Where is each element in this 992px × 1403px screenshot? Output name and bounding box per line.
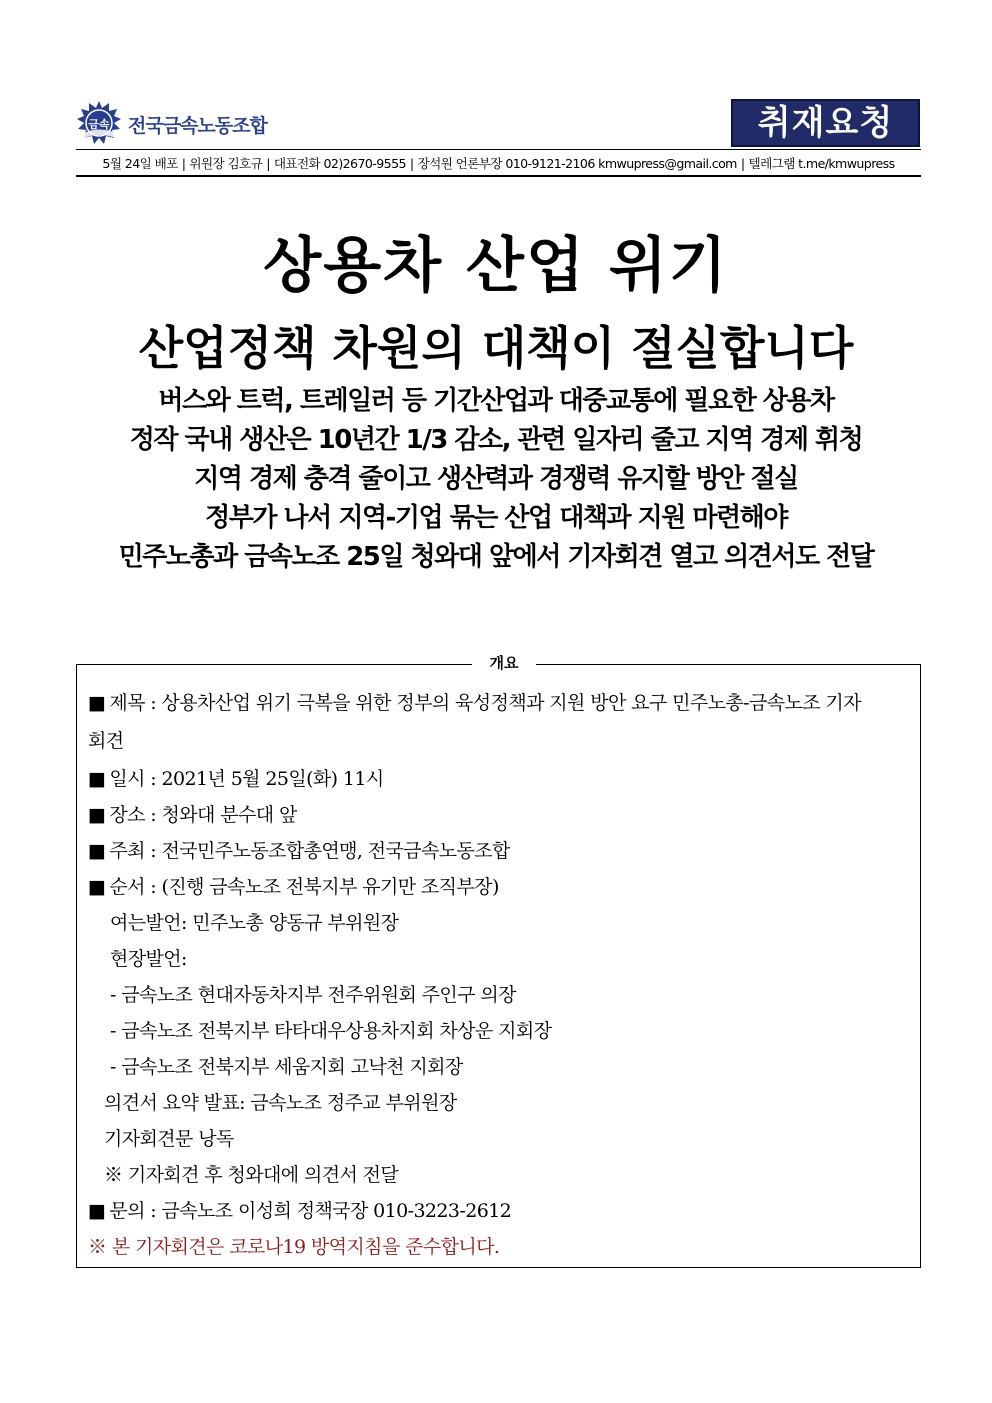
contact-separator: |: [181, 156, 186, 171]
header-rule-bottom: [76, 175, 921, 177]
logo-emblem-text: 금속: [88, 118, 110, 131]
subject-line: ■ 제목 : 상용차산업 위기 극복을 위한 정부의 육성정책과 지원 방안 요구 민주노총-금속노조 기자: [88, 692, 861, 714]
org-name: 전국금속노동조합: [128, 115, 267, 137]
contact-chairman: 위원장 김호규: [189, 156, 263, 171]
host-line: ■ 주최 : 전국민주노동조합총연맹, 전국금속노동조합: [88, 840, 510, 862]
contact-bar: [76, 153, 921, 172]
inquiry-line: ■ 문의 : 금속노조 이성희 정책국장 010-3223-2612: [88, 1200, 512, 1222]
statement-reading-line: 기자회견문 낭독: [104, 1128, 234, 1150]
opinion-summary-line: 의견서 요약 발표: 금속노조 정주교 부위원장: [104, 1092, 457, 1114]
contact-separator: |: [266, 156, 270, 171]
order-line: ■ 순서 : (진행 금속노조 전북지부 유기만 조직부장): [88, 876, 499, 898]
summary-line: 버스와 트럭, 트레일러 등 기간산업과 대중교통에 필요한 상용차: [158, 386, 834, 416]
field-speaker-item: - 금속노조 전북지부 타타대우상용차지회 차상운 지회장: [110, 1020, 552, 1042]
summary-line: 지역 경제 충격 줄이고 생산력과 경쟁력 유지할 방안 절실: [194, 464, 798, 494]
field-speaker-item: - 금속노조 전북지부 세움지회 고낙천 지회장: [110, 1056, 463, 1078]
press-request-badge: 취재요청: [731, 99, 920, 147]
union-emblem-icon: [76, 100, 122, 146]
summary-line: 민주노총과 금속노조 25일 청와대 앞에서 기자회견 열고 의견서도 전달: [118, 542, 874, 572]
datetime-line: ■ 일시 : 2021년 5월 25일(화) 11시: [88, 768, 384, 790]
union-logo: [76, 100, 296, 146]
bullet-square-icon: ■: [88, 1200, 106, 1222]
delivery-note-line: ※ 기자회견 후 청와대에 의견서 전달: [104, 1164, 399, 1186]
overview-label: 개요: [472, 652, 536, 673]
contact-separator: |: [409, 156, 414, 171]
summary-line: 정부가 나서 지역-기업 묶는 산업 대책과 지원 마련해야: [205, 503, 787, 533]
contact-press-officer: 장석원 언론부장 010-9121-2106 kmwupress@gmail.com: [417, 156, 737, 171]
summary-block: [0, 382, 992, 577]
header-rule-top: [76, 149, 921, 150]
bullet-square-icon: ■: [88, 768, 106, 790]
contact-telegram: 텔레그램 t.me/kmwupress: [748, 156, 895, 171]
contact-main-phone: 대표전화 02)2670-9555: [273, 156, 406, 171]
sub-title: 산업정책 차원의 대책이 절실합니다: [138, 321, 854, 375]
bullet-square-icon: ■: [88, 692, 106, 714]
opening-speech-line: 여는발언: 민주노총 양동규 부위원장: [110, 912, 399, 934]
bullet-square-icon: ■: [88, 876, 106, 898]
covid-notice: ※ 본 기자회견은 코로나19 방역지침을 준수합니다.: [88, 1236, 500, 1258]
place-line: ■ 장소 : 청와대 분수대 앞: [88, 804, 297, 826]
bullet-square-icon: ■: [88, 804, 106, 826]
main-title: 상용차 산업 위기: [263, 231, 729, 301]
summary-line: 정작 국내 생산은 10년간 1/3 감소, 관련 일자리 줄고 지역 경제 휘청: [129, 425, 863, 455]
contact-separator: |: [740, 156, 745, 171]
field-speaker-item: - 금속노조 현대자동차지부 전주위원회 주인구 의장: [110, 984, 516, 1006]
contact-release-date: 5월 24일 배포: [102, 156, 178, 171]
bullet-square-icon: ■: [88, 840, 106, 862]
subject-line-continued: 회견: [88, 730, 124, 752]
field-speech-label: 현장발언:: [110, 948, 187, 970]
